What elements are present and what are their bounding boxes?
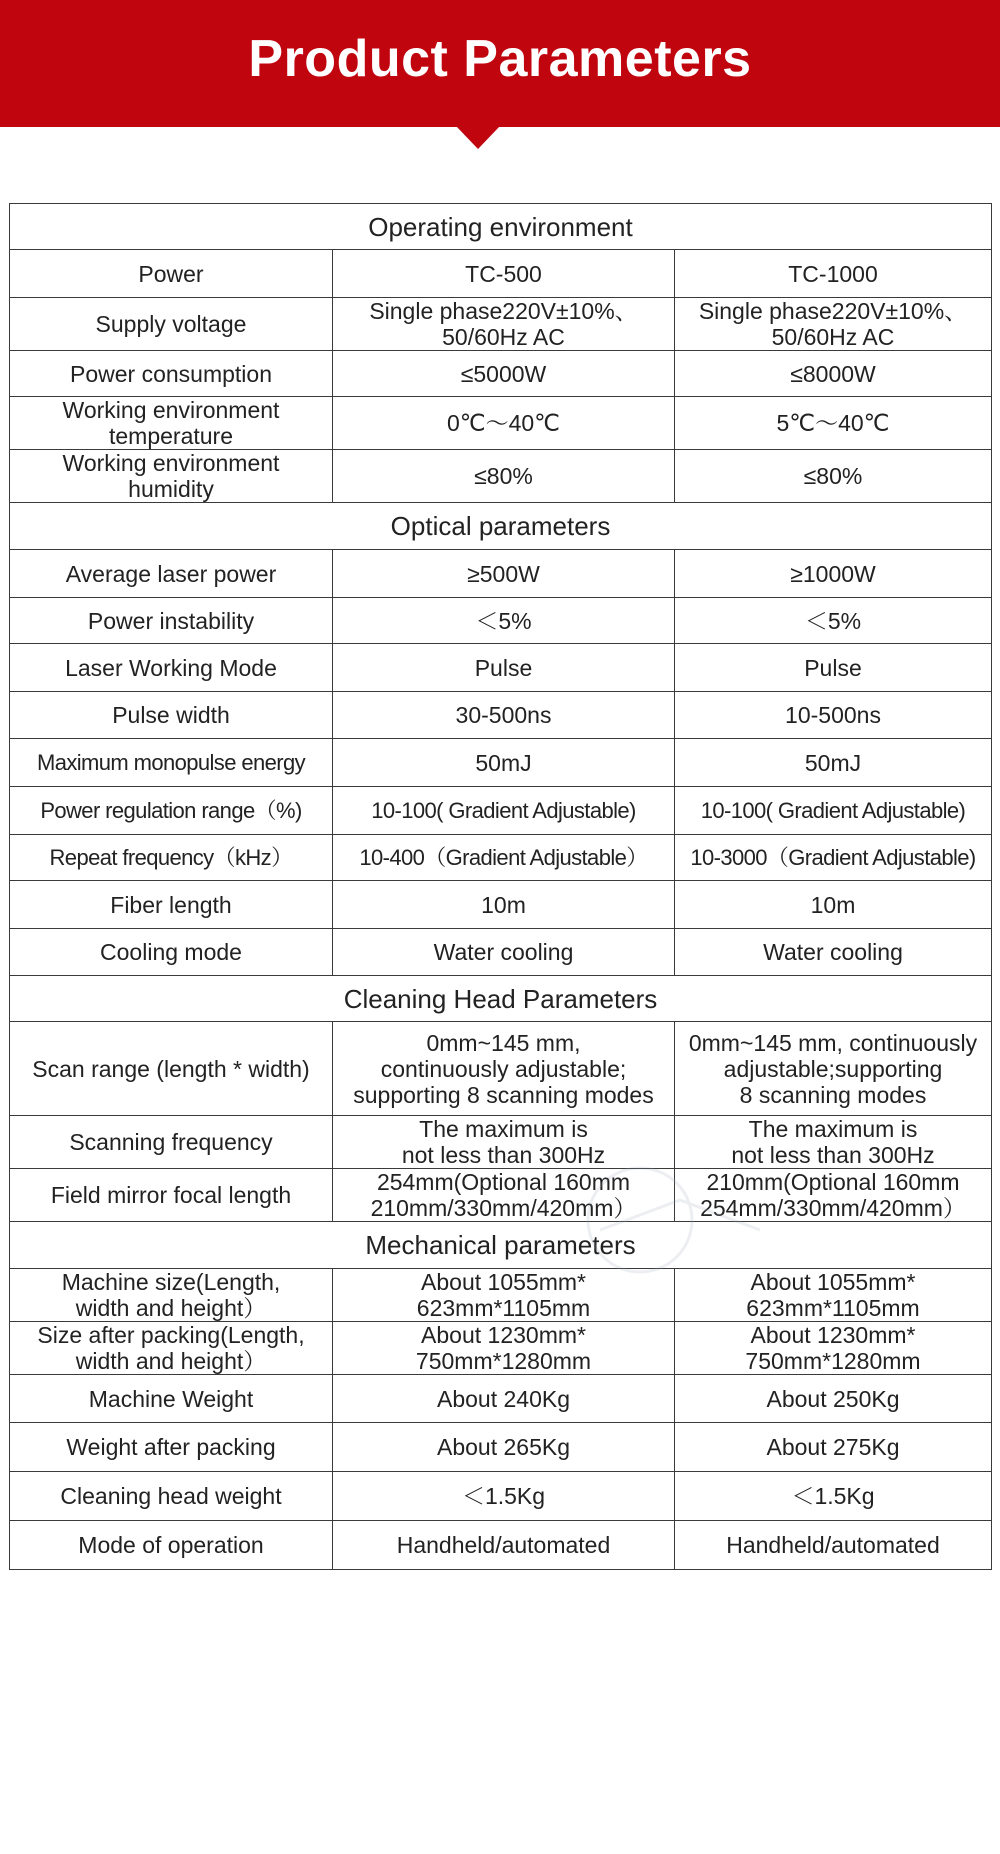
parameters-table-body xyxy=(10,204,992,1570)
tc500-value: 10-400（Gradient Adjustable） xyxy=(333,835,675,881)
tc500-value: About 1055mm* 623mm*1105mm xyxy=(333,1269,675,1322)
table-row xyxy=(10,1521,992,1570)
table-row xyxy=(10,1116,992,1169)
parameter-label: Working environment humidity xyxy=(10,450,333,503)
tc500-value: ＜5% xyxy=(333,598,675,644)
tc1000-value: 10m xyxy=(675,881,992,929)
parameter-label: Power consumption xyxy=(10,351,333,397)
table-row xyxy=(10,1423,992,1472)
tc1000-value: 0mm~145 mm, continuously adjustable;supporting 8 scanning modes xyxy=(675,1022,992,1116)
section-title: Mechanical parameters xyxy=(10,1222,992,1269)
tc1000-value: 10-100( Gradient Adjustable) xyxy=(675,787,992,835)
parameters-table xyxy=(9,203,992,1570)
tc500-value: ＜1.5Kg xyxy=(333,1472,675,1521)
tc1000-value: ≤8000W xyxy=(675,351,992,397)
tc1000-value: Single phase220V±10%、 50/60Hz AC xyxy=(675,298,992,351)
tc500-value: About 240Kg xyxy=(333,1375,675,1423)
parameter-label: Maximum monopulse energy xyxy=(10,739,333,787)
table-row xyxy=(10,351,992,397)
parameter-label: Power regulation range（%) xyxy=(10,787,333,835)
tc500-value: Water cooling xyxy=(333,929,675,976)
tc1000-value: About 1055mm* 623mm*1105mm xyxy=(675,1269,992,1322)
parameter-label: Machine Weight xyxy=(10,1375,333,1423)
tc500-value: About 265Kg xyxy=(333,1423,675,1472)
table-row xyxy=(10,692,992,739)
table-row xyxy=(10,250,992,298)
parameter-label: Fiber length xyxy=(10,881,333,929)
parameter-label: Laser Working Mode xyxy=(10,644,333,692)
section-header-row xyxy=(10,1222,992,1269)
parameter-label: Cooling mode xyxy=(10,929,333,976)
tc1000-value: ≥1000W xyxy=(675,550,992,598)
tc1000-value: 10-3000（Gradient Adjustable) xyxy=(675,835,992,881)
tc1000-value: About 275Kg xyxy=(675,1423,992,1472)
tc1000-value: 5℃～40℃ xyxy=(675,397,992,450)
banner-pointer-arrow xyxy=(456,126,500,149)
parameter-label: Size after packing(Length, width and height） xyxy=(10,1322,333,1375)
section-title: Cleaning Head Parameters xyxy=(10,976,992,1022)
tc500-value: ≤80% xyxy=(333,450,675,503)
tc500-value: Pulse xyxy=(333,644,675,692)
tc1000-value: The maximum is not less than 300Hz xyxy=(675,1116,992,1169)
parameter-label: Cleaning head weight xyxy=(10,1472,333,1521)
table-row xyxy=(10,1322,992,1375)
parameter-label: Supply voltage xyxy=(10,298,333,351)
page-title: Product Parameters xyxy=(248,30,752,88)
parameter-label: Repeat frequency（kHz） xyxy=(10,835,333,881)
table-row xyxy=(10,598,992,644)
table-row xyxy=(10,397,992,450)
tc1000-value: 50mJ xyxy=(675,739,992,787)
parameter-label: Working environment temperature xyxy=(10,397,333,450)
section-header-row xyxy=(10,204,992,250)
tc500-value: About 1230mm* 750mm*1280mm xyxy=(333,1322,675,1375)
tc500-value: Single phase220V±10%、 50/60Hz AC xyxy=(333,298,675,351)
tc1000-value: Water cooling xyxy=(675,929,992,976)
parameter-label: Power instability xyxy=(10,598,333,644)
tc1000-value: 10-500ns xyxy=(675,692,992,739)
tc1000-value: ≤80% xyxy=(675,450,992,503)
tc500-value: 10-100( Gradient Adjustable) xyxy=(333,787,675,835)
tc1000-value: 210mm(Optional 160mm 254mm/330mm/420mm） xyxy=(675,1169,992,1222)
tc500-value: 0mm~145 mm, continuously adjustable; supporting 8 scanning modes xyxy=(333,1022,675,1116)
parameter-label: Field mirror focal length xyxy=(10,1169,333,1222)
table-row xyxy=(10,881,992,929)
tc1000-value: ＜1.5Kg xyxy=(675,1472,992,1521)
tc500-value: 10m xyxy=(333,881,675,929)
parameter-label: Average laser power xyxy=(10,550,333,598)
table-row xyxy=(10,1472,992,1521)
tc500-value: TC-500 xyxy=(333,250,675,298)
table-row xyxy=(10,298,992,351)
table-row xyxy=(10,550,992,598)
tc1000-value: Handheld/automated xyxy=(675,1521,992,1570)
tc1000-value: ＜5% xyxy=(675,598,992,644)
parameter-label: Pulse width xyxy=(10,692,333,739)
parameter-label: Power xyxy=(10,250,333,298)
section-header-row xyxy=(10,976,992,1022)
section-title: Optical parameters xyxy=(10,503,992,550)
parameter-label: Scan range (length * width) xyxy=(10,1022,333,1116)
tc500-value: 50mJ xyxy=(333,739,675,787)
table-row xyxy=(10,1022,992,1116)
section-header-row xyxy=(10,503,992,550)
tc500-value: 30-500ns xyxy=(333,692,675,739)
table-row xyxy=(10,644,992,692)
table-row xyxy=(10,1169,992,1222)
tc500-value: The maximum is not less than 300Hz xyxy=(333,1116,675,1169)
tc1000-value: TC-1000 xyxy=(675,250,992,298)
section-title: Operating environment xyxy=(10,204,992,250)
tc1000-value: Pulse xyxy=(675,644,992,692)
table-row xyxy=(10,450,992,503)
parameter-label: Weight after packing xyxy=(10,1423,333,1472)
table-row xyxy=(10,1375,992,1423)
table-row xyxy=(10,1269,992,1322)
table-row xyxy=(10,835,992,881)
parameter-label: Mode of operation xyxy=(10,1521,333,1570)
table-row xyxy=(10,929,992,976)
table-row xyxy=(10,787,992,835)
tc1000-value: About 1230mm* 750mm*1280mm xyxy=(675,1322,992,1375)
tc500-value: ≤5000W xyxy=(333,351,675,397)
parameter-label: Scanning frequency xyxy=(10,1116,333,1169)
tc500-value: 254mm(Optional 160mm 210mm/330mm/420mm） xyxy=(333,1169,675,1222)
tc500-value: 0℃～40℃ xyxy=(333,397,675,450)
parameter-label: Machine size(Length, width and height） xyxy=(10,1269,333,1322)
tc500-value: Handheld/automated xyxy=(333,1521,675,1570)
table-row xyxy=(10,739,992,787)
tc500-value: ≥500W xyxy=(333,550,675,598)
tc1000-value: About 250Kg xyxy=(675,1375,992,1423)
